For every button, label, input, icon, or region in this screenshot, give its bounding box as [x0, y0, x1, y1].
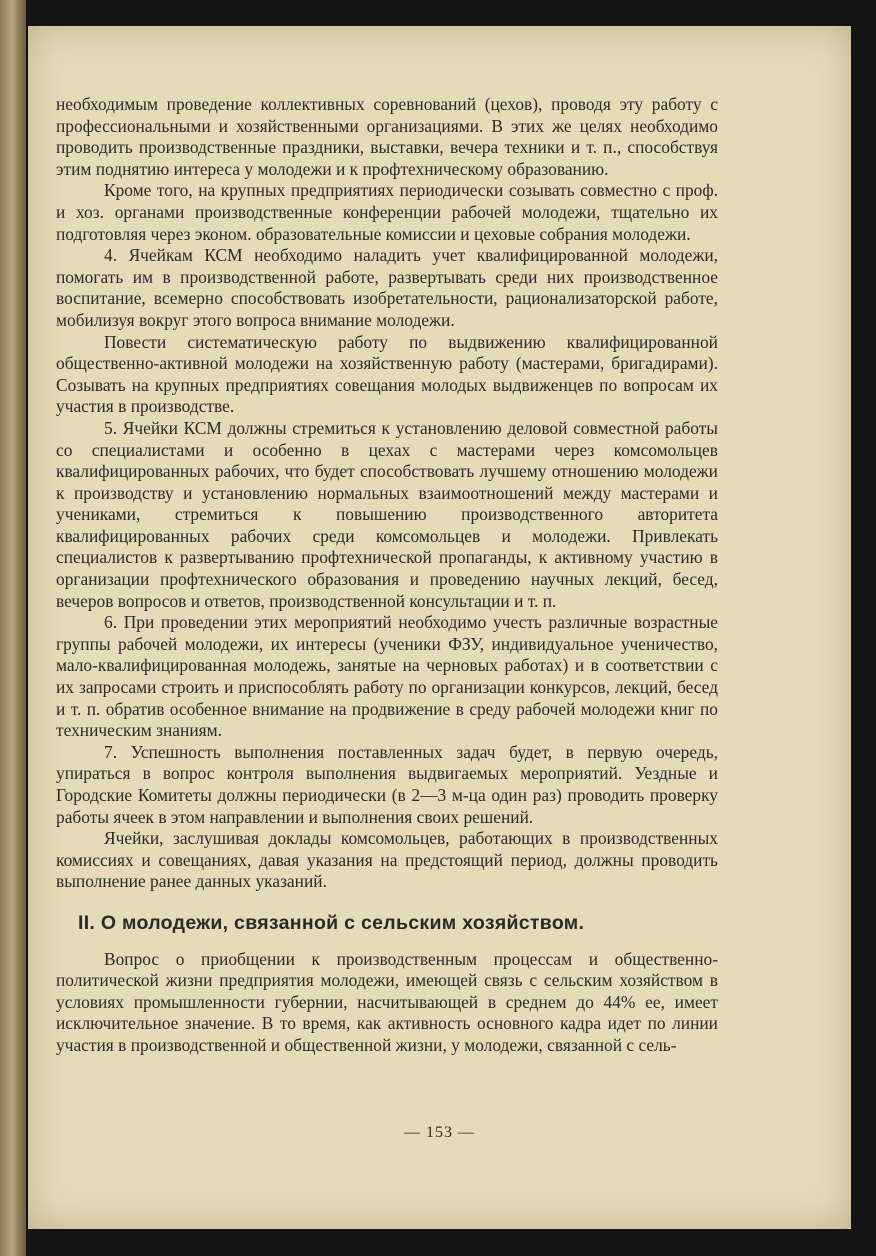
- paragraph: Повести систематическую работу по выдвижению квалифицированной общественно-активной молодежи на хозяйственную работу (мастерами, бригадирами). Созывать на крупных предприятиях совещания молодых выдвиженцев по вопросам их участия в производстве.: [56, 331, 718, 417]
- paragraph: 5. Ячейки КСМ должны стремиться к установлению деловой совместной работы со специалистами и особенно в цехах с мастерами через комсомольцев квалифицированных рабочих, что будет способствовать лучшему отношению молодежи к производству и установлению нормальных взаимоотношений между мастерами и учениками, стремиться к повышению производственного авторитета квалифицированных рабочих среди комсомольцев и молодежи. Привлекать специалистов к развертыванию профтехнической пропаганды, к активному участию в организации профтехнического образования и проведению научных лекций, бесед, вечеров вопросов и ответов, производственной консультации и т. п.: [56, 417, 718, 611]
- page-number: — 153 —: [404, 1124, 475, 1141]
- paragraph: Ячейки, заслушивая доклады комсомольцев, работающих в производственных комиссиях и совещаниях, давая указания на предстоящий период, должны проводить выполнение ранее данных указаний.: [56, 828, 718, 892]
- paragraph: 4. Ячейкам КСМ необходимо наладить учет квалифицированной молодежи, помогать им в производственной работе, развертывать среди них производственное воспитание, всемерно способствовать изобретательности, рационализаторской работе, мобилизуя вокруг этого вопроса внимание молодежи.: [56, 245, 718, 330]
- section-heading: II. О молодежи, связанной с сельским хозяйством.: [78, 911, 585, 934]
- paragraph: Вопрос о приобщении к производственным процессам и общественно-политической жизни предприятия молодежи, имеющей связь с сельским хозяйством в условиях промышленности губернии, насчитывающей в среднем до 44% ее, имеет исключительное значение. В то время, как активность основного кадра идет по линии участия в производственной и общественной жизни, у молодежи, связанной с сель-: [56, 948, 718, 1055]
- paragraph: Кроме того, на крупных предприятиях периодически созывать совместно с проф. и хоз. органами производственные конференции рабочей молодежи, тщательно их подготовляя через эконом. образовательные комиссии и цеховые собрания молодежи.: [56, 180, 718, 244]
- paragraph: 7. Успешность выполнения поставленных задач будет, в первую очередь, упираться в вопрос контроля выполнения выдвигаемых мероприятий. Уездные и Городские Комитеты должны периодически (в 2—3 м-ца один раз) проводить проверку работы ячеек в этом направлении и выполнения своих решений.: [56, 741, 718, 827]
- paragraph: 6. При проведении этих мероприятий необходимо учесть различные возрастные группы рабочей молодежи, их интересы (ученики ФЗУ, индивидуальное ученичество, мало-квалифицированная молодежь, занятые на черновых работах) и в соответствии с их запросами строить и приспособлять работу по организации конкурсов, лекций, бесед и т. п. обратив особенное внимание на продвижение в среду рабочей молодежи книг по техническим знаниям.: [56, 612, 718, 741]
- body-text: [56, 94, 718, 1057]
- book-binding-edge: [0, 0, 26, 1256]
- paragraph: необходимым проведение коллективных соревнований (цехов), проводя эту работу с профессиональными и хозяйственными организациями. В этих же целях необходимо проводить производственные праздники, выставки, вечера техники и т. п., способствуя этим поднятию интереса у молодежи и к профтехническому образованию.: [56, 94, 718, 179]
- document-page: [28, 26, 851, 1229]
